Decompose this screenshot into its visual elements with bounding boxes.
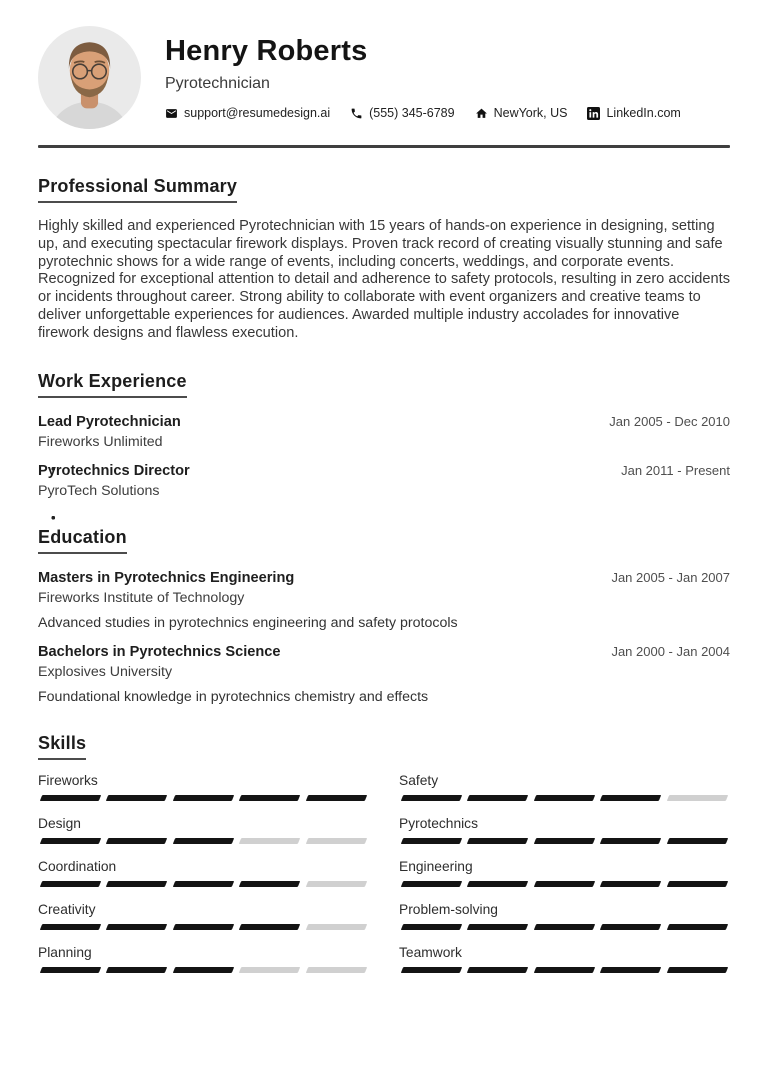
job-dates: Jan 2005 - Dec 2010 (609, 413, 730, 429)
skill-bar-segment (40, 881, 102, 887)
education-entry (38, 644, 730, 705)
person-job-title: Pyrotechnician (165, 75, 270, 92)
skill-bar-segment (40, 924, 102, 930)
skill-bar-segment (40, 795, 102, 801)
email-icon (165, 107, 178, 120)
contact-linkedin-text: LinkedIn.com (606, 106, 681, 120)
education-entry (38, 570, 730, 631)
contact-email (165, 106, 330, 120)
section-professional-summary (38, 176, 730, 343)
job-dates: Jan 2011 - Present (621, 462, 730, 478)
skill-bar-segment (467, 838, 529, 844)
job-entry (38, 414, 730, 450)
skill-name: Creativity (38, 901, 96, 917)
skill-item (399, 859, 730, 887)
skill-bar-segment (467, 795, 529, 801)
skill-item (399, 816, 730, 844)
skill-item (38, 945, 369, 973)
skill-item (38, 859, 369, 887)
section-education (38, 527, 730, 705)
skill-bar-segment (173, 967, 235, 973)
section-work-experience (38, 371, 730, 499)
skill-name: Problem-solving (399, 901, 498, 917)
skill-item (399, 902, 730, 930)
skill-bar (399, 924, 730, 930)
skill-name: Design (38, 815, 81, 831)
education-degree: Masters in Pyrotechnics Engineering (38, 569, 295, 586)
skill-bar-segment (401, 967, 463, 973)
job-entry-head (38, 463, 730, 479)
education-entry-head (38, 570, 730, 586)
skill-name: Engineering (399, 858, 473, 874)
skill-bar (399, 881, 730, 887)
contact-location (475, 106, 568, 120)
skill-bar (399, 795, 730, 801)
linkedin-icon (587, 107, 600, 120)
skill-bar-segment (600, 924, 662, 930)
skill-bar-segment (401, 881, 463, 887)
skill-bar-segment (173, 924, 235, 930)
contact-linkedin (587, 106, 680, 120)
skill-bar (38, 881, 369, 887)
skill-bar-segment (173, 881, 235, 887)
avatar-photo (38, 26, 141, 129)
skill-item (38, 902, 369, 930)
skill-bar (38, 838, 369, 844)
skill-name: Fireworks (38, 772, 98, 788)
contact-location-text: NewYork, US (493, 106, 568, 120)
skill-name: Teamwork (399, 944, 462, 960)
skill-bar (399, 838, 730, 844)
skill-bar-segment (106, 881, 168, 887)
contact-email-text: support@resumedesign.ai (184, 106, 331, 120)
education-description: Advanced studies in pyrotechnics engineering and safety protocols (38, 614, 458, 631)
skills-grid (38, 773, 730, 988)
resume-header (38, 26, 730, 129)
skill-bar-segment (666, 967, 728, 973)
skill-name: Planning (38, 944, 92, 960)
skill-bar-segment (305, 881, 367, 887)
education-description: Foundational knowledge in pyrotechnics chemistry and effects (38, 688, 429, 705)
summary-text: Highly skilled and experienced Pyrotechnician with 15 years of hands-on experience in designing, setting up, and executing spectacular firework displays. Proven track record of creating visually stunning and safe pyrotechnic shows for a wide range of events, including concerts, weddings, and corporate events. Recognized for exceptional attention to detail and adherence to safety protocols, resulting in zero accidents or incidents throughout career. Strong ability to collaborate with event organizers and creative teams to deliver unforgettable experiences for audiences. Awarded multiple industry accolades for innovative firework designs and flawless execution. (38, 218, 731, 341)
skill-bar-segment (173, 795, 235, 801)
skill-bar (38, 967, 369, 973)
skill-bar-segment (534, 881, 596, 887)
job-entry-head (38, 414, 730, 430)
skill-bar-segment (106, 838, 168, 844)
skill-bar-segment (401, 795, 463, 801)
home-icon (475, 107, 488, 120)
skill-bar (38, 924, 369, 930)
job-company: PyroTech Solutions (38, 482, 160, 499)
skill-item (38, 816, 369, 844)
skill-bar-segment (305, 967, 367, 973)
skill-bar-segment (305, 924, 367, 930)
skill-bar-segment (666, 924, 728, 930)
education-school: Explosives University (38, 663, 173, 680)
education-school: Fireworks Institute of Technology (38, 589, 245, 606)
skill-bar-segment (467, 881, 529, 887)
contact-phone-text: (555) 345-6789 (369, 106, 455, 120)
skill-bar-segment (467, 967, 529, 973)
job-title: Lead Pyrotechnician (38, 413, 181, 430)
skill-bar-segment (239, 967, 301, 973)
education-dates: Jan 2005 - Jan 2007 (611, 569, 730, 585)
job-list (38, 414, 730, 499)
skill-bar-segment (534, 967, 596, 973)
skill-item (38, 773, 369, 801)
phone-icon (350, 107, 363, 120)
skill-name: Coordination (38, 858, 117, 874)
job-entry (38, 463, 730, 499)
skill-bar-segment (401, 838, 463, 844)
skill-bar-segment (239, 881, 301, 887)
experience-heading: Work Experience (38, 371, 187, 398)
skill-bar-segment (534, 838, 596, 844)
skill-item (399, 773, 730, 801)
skill-bar-segment (467, 924, 529, 930)
skill-name: Pyrotechnics (399, 815, 478, 831)
skill-bar-segment (666, 838, 728, 844)
skill-bar-segment (239, 924, 301, 930)
job-title: Pyrotechnics Director (38, 462, 190, 479)
skill-bar-segment (239, 838, 301, 844)
person-name: Henry Roberts (165, 35, 368, 67)
skill-bar-segment (666, 795, 728, 801)
skill-bar-segment (106, 795, 168, 801)
skills-heading: Skills (38, 733, 86, 760)
skill-bar-segment (239, 795, 301, 801)
skill-bar-segment (40, 967, 102, 973)
education-degree: Bachelors in Pyrotechnics Science (38, 643, 281, 660)
education-entry-head (38, 644, 730, 660)
header-divider (38, 145, 730, 148)
skill-bar-segment (305, 795, 367, 801)
skill-bar (38, 795, 369, 801)
skill-bar-segment (534, 795, 596, 801)
skill-bar-segment (534, 924, 596, 930)
education-list (38, 570, 730, 705)
skill-bar-segment (600, 838, 662, 844)
contact-phone (350, 106, 454, 120)
skill-item (399, 945, 730, 973)
skill-bar-segment (40, 838, 102, 844)
skill-bar-segment (106, 967, 168, 973)
job-company: Fireworks Unlimited (38, 433, 163, 450)
education-heading: Education (38, 527, 127, 554)
skill-bar-segment (600, 795, 662, 801)
section-skills (38, 733, 730, 988)
skill-name: Safety (399, 772, 439, 788)
summary-heading: Professional Summary (38, 176, 237, 203)
header-identity (165, 26, 681, 120)
skill-bar-segment (401, 924, 463, 930)
skill-bar-segment (600, 967, 662, 973)
avatar (38, 26, 141, 129)
education-dates: Jan 2000 - Jan 2004 (611, 643, 730, 659)
skill-bar-segment (106, 924, 168, 930)
contact-row (165, 106, 681, 120)
skill-bar-segment (305, 838, 367, 844)
skill-bar-segment (600, 881, 662, 887)
skill-bar-segment (666, 881, 728, 887)
skill-bar (399, 967, 730, 973)
skill-bar-segment (173, 838, 235, 844)
